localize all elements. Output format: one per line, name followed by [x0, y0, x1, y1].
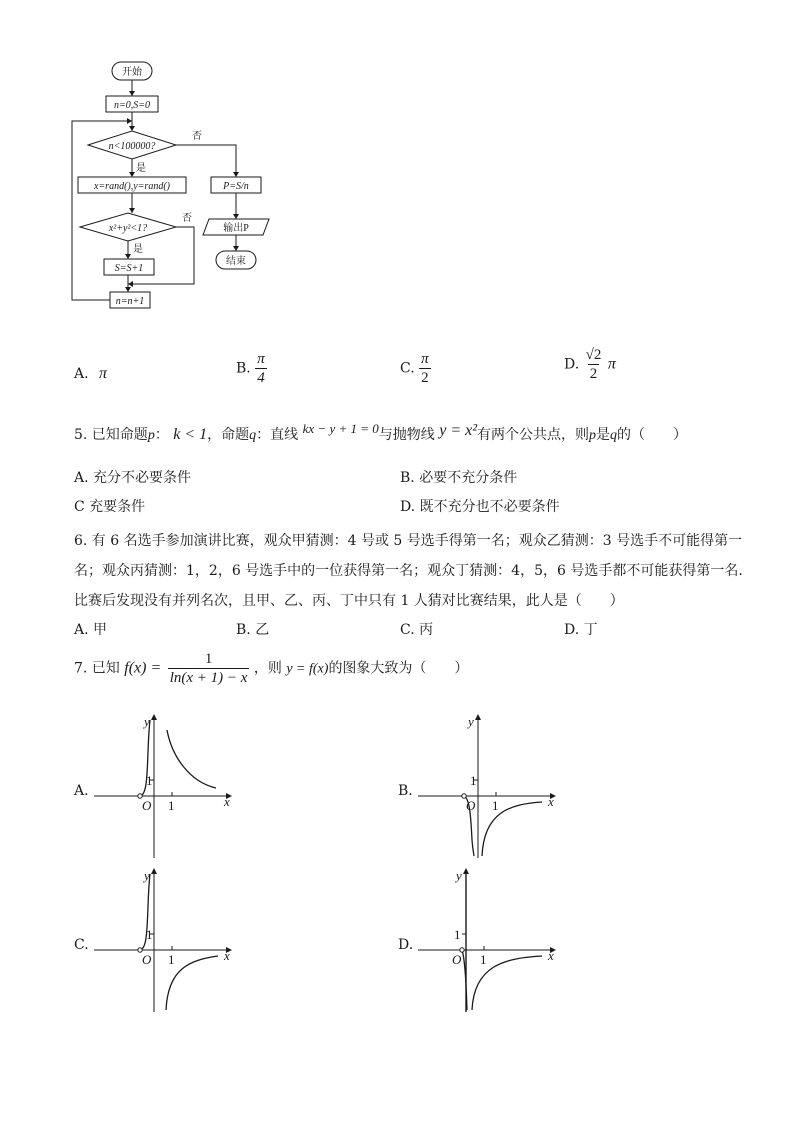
q7-graph-c-x-one: 1: [168, 952, 175, 967]
q6-option-c[interactable]: C. 丙: [400, 622, 434, 638]
q6-line-1: 6. 有 6 名选手参加演讲比赛，观众甲猜测：4 号或 5 号选手得第一名；观众乙猜测：3 号选手不可能得第一: [74, 533, 743, 549]
q4-option-c-numerator: π: [421, 351, 429, 367]
q7-graph-d-label[interactable]: D.: [398, 937, 414, 953]
q4-option-b-numerator: π: [257, 351, 265, 367]
q7-graph-a[interactable]: [90, 712, 240, 862]
q7-graph-c-x-label: x: [224, 948, 230, 963]
q7-graph-c-y-one: 1: [146, 927, 153, 942]
q4-option-d[interactable]: [564, 346, 616, 383]
q5-text-7: 的（ ）: [617, 427, 688, 443]
flow-end-text: 结束: [226, 256, 246, 267]
q7-graph-b-x-one: 1: [492, 798, 499, 813]
q7-graph-d-y-one: 1: [454, 927, 461, 942]
q4-option-c-label: C.: [400, 360, 415, 377]
q4-option-a-label: A.: [74, 366, 89, 382]
q7-graph-a-y-one: 1: [146, 773, 153, 788]
q4-option-d-label: D.: [564, 356, 580, 373]
q5-q-symbol: q: [249, 428, 257, 443]
q7-graph-d-y-label: y: [456, 868, 462, 883]
q5-option-b[interactable]: B. 必要不充分条件: [400, 470, 518, 486]
q7-graph-a-x-label: x: [224, 794, 230, 809]
flow-start-text: 开始: [122, 67, 142, 78]
flow-yes2-label: 是: [133, 244, 143, 255]
q5-option-a[interactable]: A. 充分不必要条件: [74, 470, 192, 486]
q7-yfx-label: y = f(x): [286, 661, 329, 677]
q7-graph-a-origin: O: [142, 798, 152, 813]
flow-no2-label: 否: [182, 213, 192, 224]
flow-yes1-label: 是: [136, 163, 146, 174]
q7-text-2: ，则: [253, 660, 282, 677]
q5-p-symbol: p: [147, 428, 155, 443]
q7-graph-a-x-one: 1: [168, 798, 175, 813]
q7-graph-b-y-label: y: [468, 714, 474, 729]
q5-option-c[interactable]: C 充要条件: [74, 499, 146, 515]
q7-graph-b-y-one: 1: [470, 773, 477, 788]
q4-option-d-numerator: √2: [585, 347, 602, 363]
q7-graph-b-label[interactable]: B.: [398, 783, 413, 799]
q6-option-b[interactable]: B. 乙: [236, 622, 270, 638]
q7-graph-c-origin: O: [142, 952, 152, 967]
q4-option-d-suffix: π: [607, 355, 616, 373]
q5-parabola-equation: y = x²: [439, 422, 478, 439]
q7-fx-label: f(x) =: [124, 659, 162, 677]
q5-text-6: 是: [596, 427, 611, 443]
q5-text-5: 有两个公共点，则: [477, 427, 590, 443]
q5-p-symbol-2: p: [589, 428, 597, 443]
q7-graph-c-label[interactable]: C.: [74, 937, 89, 953]
flow-calcP-text: P=S/n: [223, 181, 249, 192]
q5-q-symbol-2: q: [610, 428, 618, 443]
q7-graph-a-label[interactable]: A.: [74, 783, 89, 799]
q4-option-c-denominator: 2: [421, 370, 429, 386]
flow-init-text: n=0,S=0: [114, 100, 150, 111]
flowchart: [60, 56, 300, 316]
flow-cond2-text: x²+y²<1?: [108, 223, 148, 234]
q7-stem: [74, 650, 468, 687]
q5-stem: [74, 421, 688, 444]
q4-option-d-denominator: 2: [589, 366, 598, 382]
q7-fraction-denominator: ln(x + 1) − x: [169, 670, 248, 686]
q5-colon: ：: [154, 427, 169, 443]
q4-option-b-label: B.: [236, 360, 251, 377]
q7-text-3: 的图象大致为（ ）: [328, 660, 469, 677]
q5-text-3: ：直线: [256, 427, 299, 443]
q7-graph-b-origin: O: [466, 798, 476, 813]
flow-incS-text: S=S+1: [114, 263, 144, 274]
q7-graph-a-y-label: y: [144, 714, 150, 729]
q7-graph-b-x-label: x: [548, 794, 554, 809]
q7-graph-c[interactable]: [90, 866, 240, 1016]
q7-graph-b[interactable]: [414, 712, 564, 862]
q7-graph-b-curve-right: [482, 802, 542, 856]
flow-no1-label: 否: [192, 131, 202, 142]
q5-option-d[interactable]: D. 既不充分也不必要条件: [400, 499, 560, 515]
flow-cond1-text: n<100000?: [108, 141, 156, 152]
q5-text-1: 5. 已知命题: [74, 427, 148, 443]
q7-fraction-numerator: 1: [204, 651, 213, 667]
q4-option-b[interactable]: [236, 350, 267, 387]
q6-line-2: 名；观众丙猜测：1，2，6 号选手中的一位获得第一名；观众丁猜测：4，5，6 号选手都不可能获得第一名.: [74, 563, 743, 579]
q7-graph-c-y-label: y: [144, 868, 150, 883]
q4-option-a[interactable]: [74, 365, 107, 383]
q7-graph-d-x-label: x: [548, 948, 554, 963]
q6-line-3: 比赛后发现没有并列名次，且甲、乙、丙、丁中只有 1 人猜对比赛结果，此人是（ ）: [74, 593, 624, 609]
q7-graph-d[interactable]: [414, 866, 564, 1016]
q7-graph-d-origin: O: [452, 952, 462, 967]
q5-line-equation: kx − y + 1 = 0: [302, 421, 379, 436]
q6-option-d[interactable]: D. 丁: [564, 622, 598, 638]
q7-graph-d-x-one: 1: [480, 952, 487, 967]
flow-assign-text: x=rand(),y=rand(): [94, 181, 170, 192]
q5-text-4: 与抛物线: [378, 427, 435, 443]
q4-option-c[interactable]: [400, 350, 431, 387]
q7-graph-a-curve-right: [167, 730, 216, 788]
q4-option-a-value: π: [99, 365, 108, 382]
q5-text-2: ，命题: [207, 427, 250, 443]
q4-option-b-denominator: 4: [257, 370, 265, 386]
flow-incN-text: n=n+1: [115, 296, 145, 307]
flow-output-text: 输出P: [223, 223, 249, 234]
q6-option-a[interactable]: A. 甲: [74, 622, 108, 638]
q5-k-condition: k < 1: [173, 426, 208, 443]
q7-text-1: 7. 已知: [74, 660, 120, 677]
